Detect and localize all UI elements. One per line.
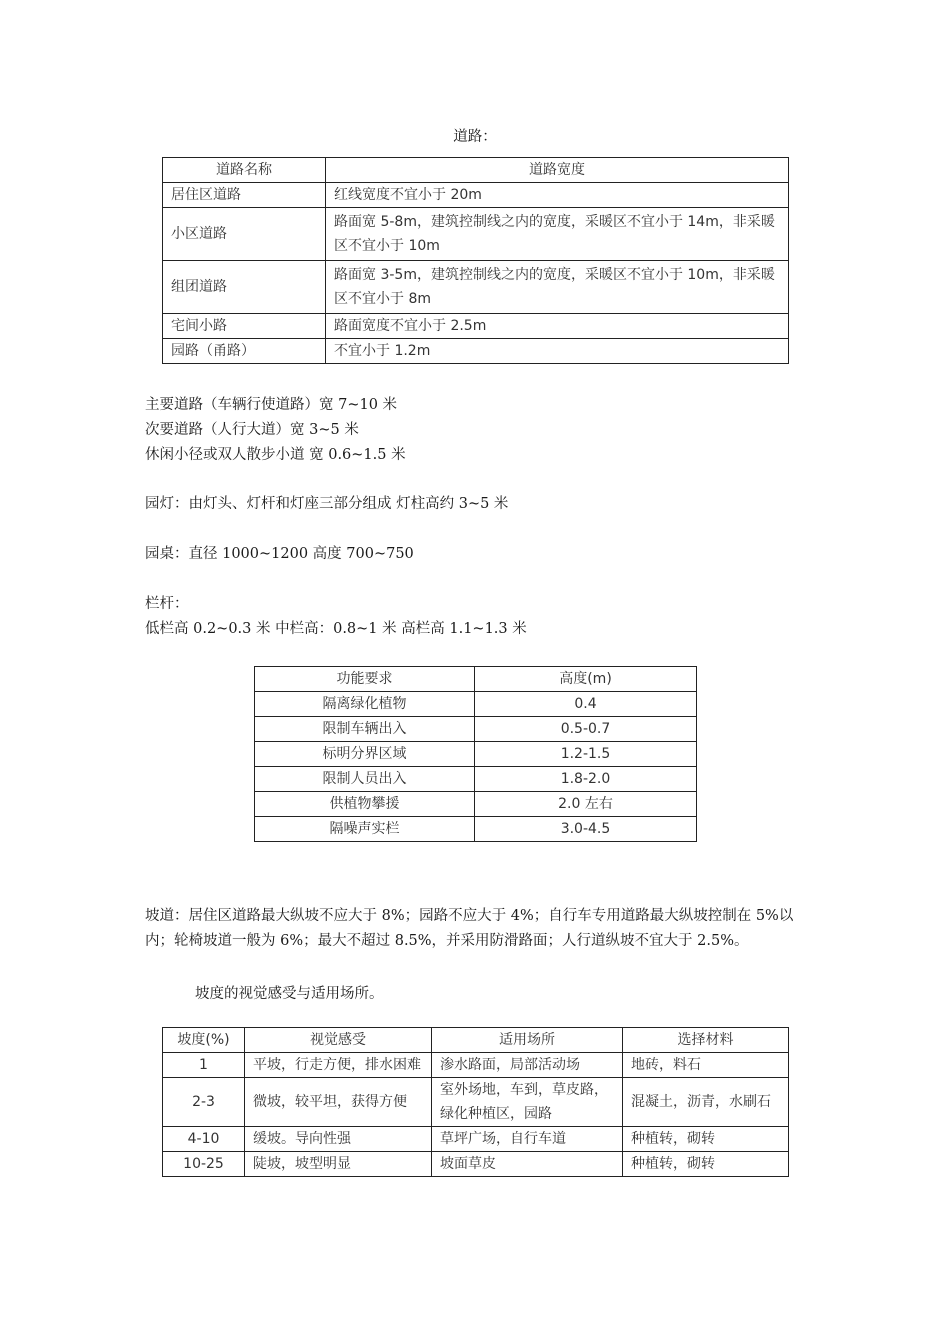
table-row: [163, 1152, 789, 1177]
table-row: [163, 339, 789, 364]
slope-paragraph: 坡道：居住区道路最大纵坡不应大于 8%；园路不应大于 4%；自行车专用道路最大纵坡控制在 5%以内；轮椅坡道一般为 6%；最大不超过 8.5%，并采用防滑路面；人行道纵坡不宜大于 2.5%。: [145, 908, 794, 949]
table-row: [163, 183, 789, 208]
table-cell: 陡坡，坡型明显: [245, 1152, 432, 1177]
table-row: [255, 692, 697, 717]
table-row: [163, 314, 789, 339]
table-cell: 红线宽度不宜小于 20m: [326, 183, 789, 208]
table-row: [163, 1053, 789, 1078]
road-line-secondary: 次要道路（人行大道）宽 3~5 米: [145, 422, 359, 438]
table-cell: 平坡，行走方便，排水困难: [245, 1053, 432, 1078]
header-cell: 选择材料: [623, 1028, 789, 1053]
table-cell: 草坪广场，自行车道: [432, 1127, 623, 1152]
table-row: [163, 261, 789, 314]
table-cell: 1.2-1.5: [475, 742, 697, 767]
table-cell: 路面宽 3-5m，建筑控制线之内的宽度，采暖区不宜小于 10m，非采暖区不宜小于 8m: [326, 261, 789, 314]
road-heading: 道路：: [453, 129, 497, 145]
slope-table: [162, 1027, 789, 1177]
rail-table: [254, 666, 697, 842]
table-cell: 路面宽 5-8m，建筑控制线之内的宽度，采暖区不宜小于 14m，非采暖区不宜小于 10m: [326, 208, 789, 261]
header-cell: 适用场所: [432, 1028, 623, 1053]
table-cell: 地砖，料石: [623, 1053, 789, 1078]
table-row: [255, 742, 697, 767]
table-cell: 缓坡。导向性强: [245, 1127, 432, 1152]
table-cell: 园路（甬路）: [163, 339, 326, 364]
table-row: [163, 208, 789, 261]
table-cell: 坡面草皮: [432, 1152, 623, 1177]
table-cell: 种植转，砌转: [623, 1127, 789, 1152]
table-cell: 不宜小于 1.2m: [326, 339, 789, 364]
rail-heading: 栏杆：: [145, 596, 189, 612]
header-cell: 道路名称: [163, 158, 326, 183]
table-cell: 小区道路: [163, 208, 326, 261]
table-cell: 4-10: [163, 1127, 245, 1152]
table-row: [163, 1078, 789, 1127]
rail-line: 低栏高 0.2~0.3 米 中栏高：0.8~1 米 高栏高 1.1~1.3 米: [145, 621, 527, 637]
table-header-row: [163, 158, 789, 183]
table-cell: 隔离绿化植物: [255, 692, 475, 717]
table-cell: 2.0 左右: [475, 792, 697, 817]
table-cell: 室外场地，车到，草皮路，绿化种植区，园路: [432, 1078, 623, 1127]
road-table: [162, 157, 789, 364]
table-row: [255, 717, 697, 742]
table-cell: 路面宽度不宜小于 2.5m: [326, 314, 789, 339]
table-row: [255, 792, 697, 817]
table-cell: 居住区道路: [163, 183, 326, 208]
table-cell: 微坡，较平坦，获得方便: [245, 1078, 432, 1127]
table-cell: 供植物攀援: [255, 792, 475, 817]
table-cell: 10-25: [163, 1152, 245, 1177]
header-cell: 视觉感受: [245, 1028, 432, 1053]
table-cell: 标明分界区域: [255, 742, 475, 767]
table-cell: 混凝土，沥青，水刷石: [623, 1078, 789, 1127]
table-cell: 3.0-4.5: [475, 817, 697, 842]
table-row: [255, 817, 697, 842]
table-row: [255, 767, 697, 792]
table-header-row: [163, 1028, 789, 1053]
road-line-path: 休闲小径或双人散步小道 宽 0.6~1.5 米: [145, 447, 406, 463]
table-cell: 限制人员出入: [255, 767, 475, 792]
table-cell: 种植转，砌转: [623, 1152, 789, 1177]
table-cell: 组团道路: [163, 261, 326, 314]
table-cell: 渗水路面，局部活动场: [432, 1053, 623, 1078]
garden-table-line: 园桌：直径 1000~1200 高度 700~750: [145, 546, 414, 562]
road-line-main: 主要道路（车辆行使道路）宽 7~10 米: [145, 397, 398, 413]
table-cell: 宅间小路: [163, 314, 326, 339]
table-cell: 0.4: [475, 692, 697, 717]
table-cell: 1.8-2.0: [475, 767, 697, 792]
table-cell: 1: [163, 1053, 245, 1078]
table-cell: 限制车辆出入: [255, 717, 475, 742]
table-cell: 0.5-0.7: [475, 717, 697, 742]
lamp-line: 园灯：由灯头、灯杆和灯座三部分组成 灯柱高约 3~5 米: [145, 496, 509, 512]
header-cell: 道路宽度: [326, 158, 789, 183]
table-cell: 隔噪声实栏: [255, 817, 475, 842]
table-header-row: [255, 667, 697, 692]
header-cell: 高度(m): [475, 667, 697, 692]
table-row: [163, 1127, 789, 1152]
slope-caption: 坡度的视觉感受与适用场所。: [195, 986, 384, 1002]
table-cell: 2-3: [163, 1078, 245, 1127]
header-cell: 功能要求: [255, 667, 475, 692]
header-cell: 坡度(%): [163, 1028, 245, 1053]
